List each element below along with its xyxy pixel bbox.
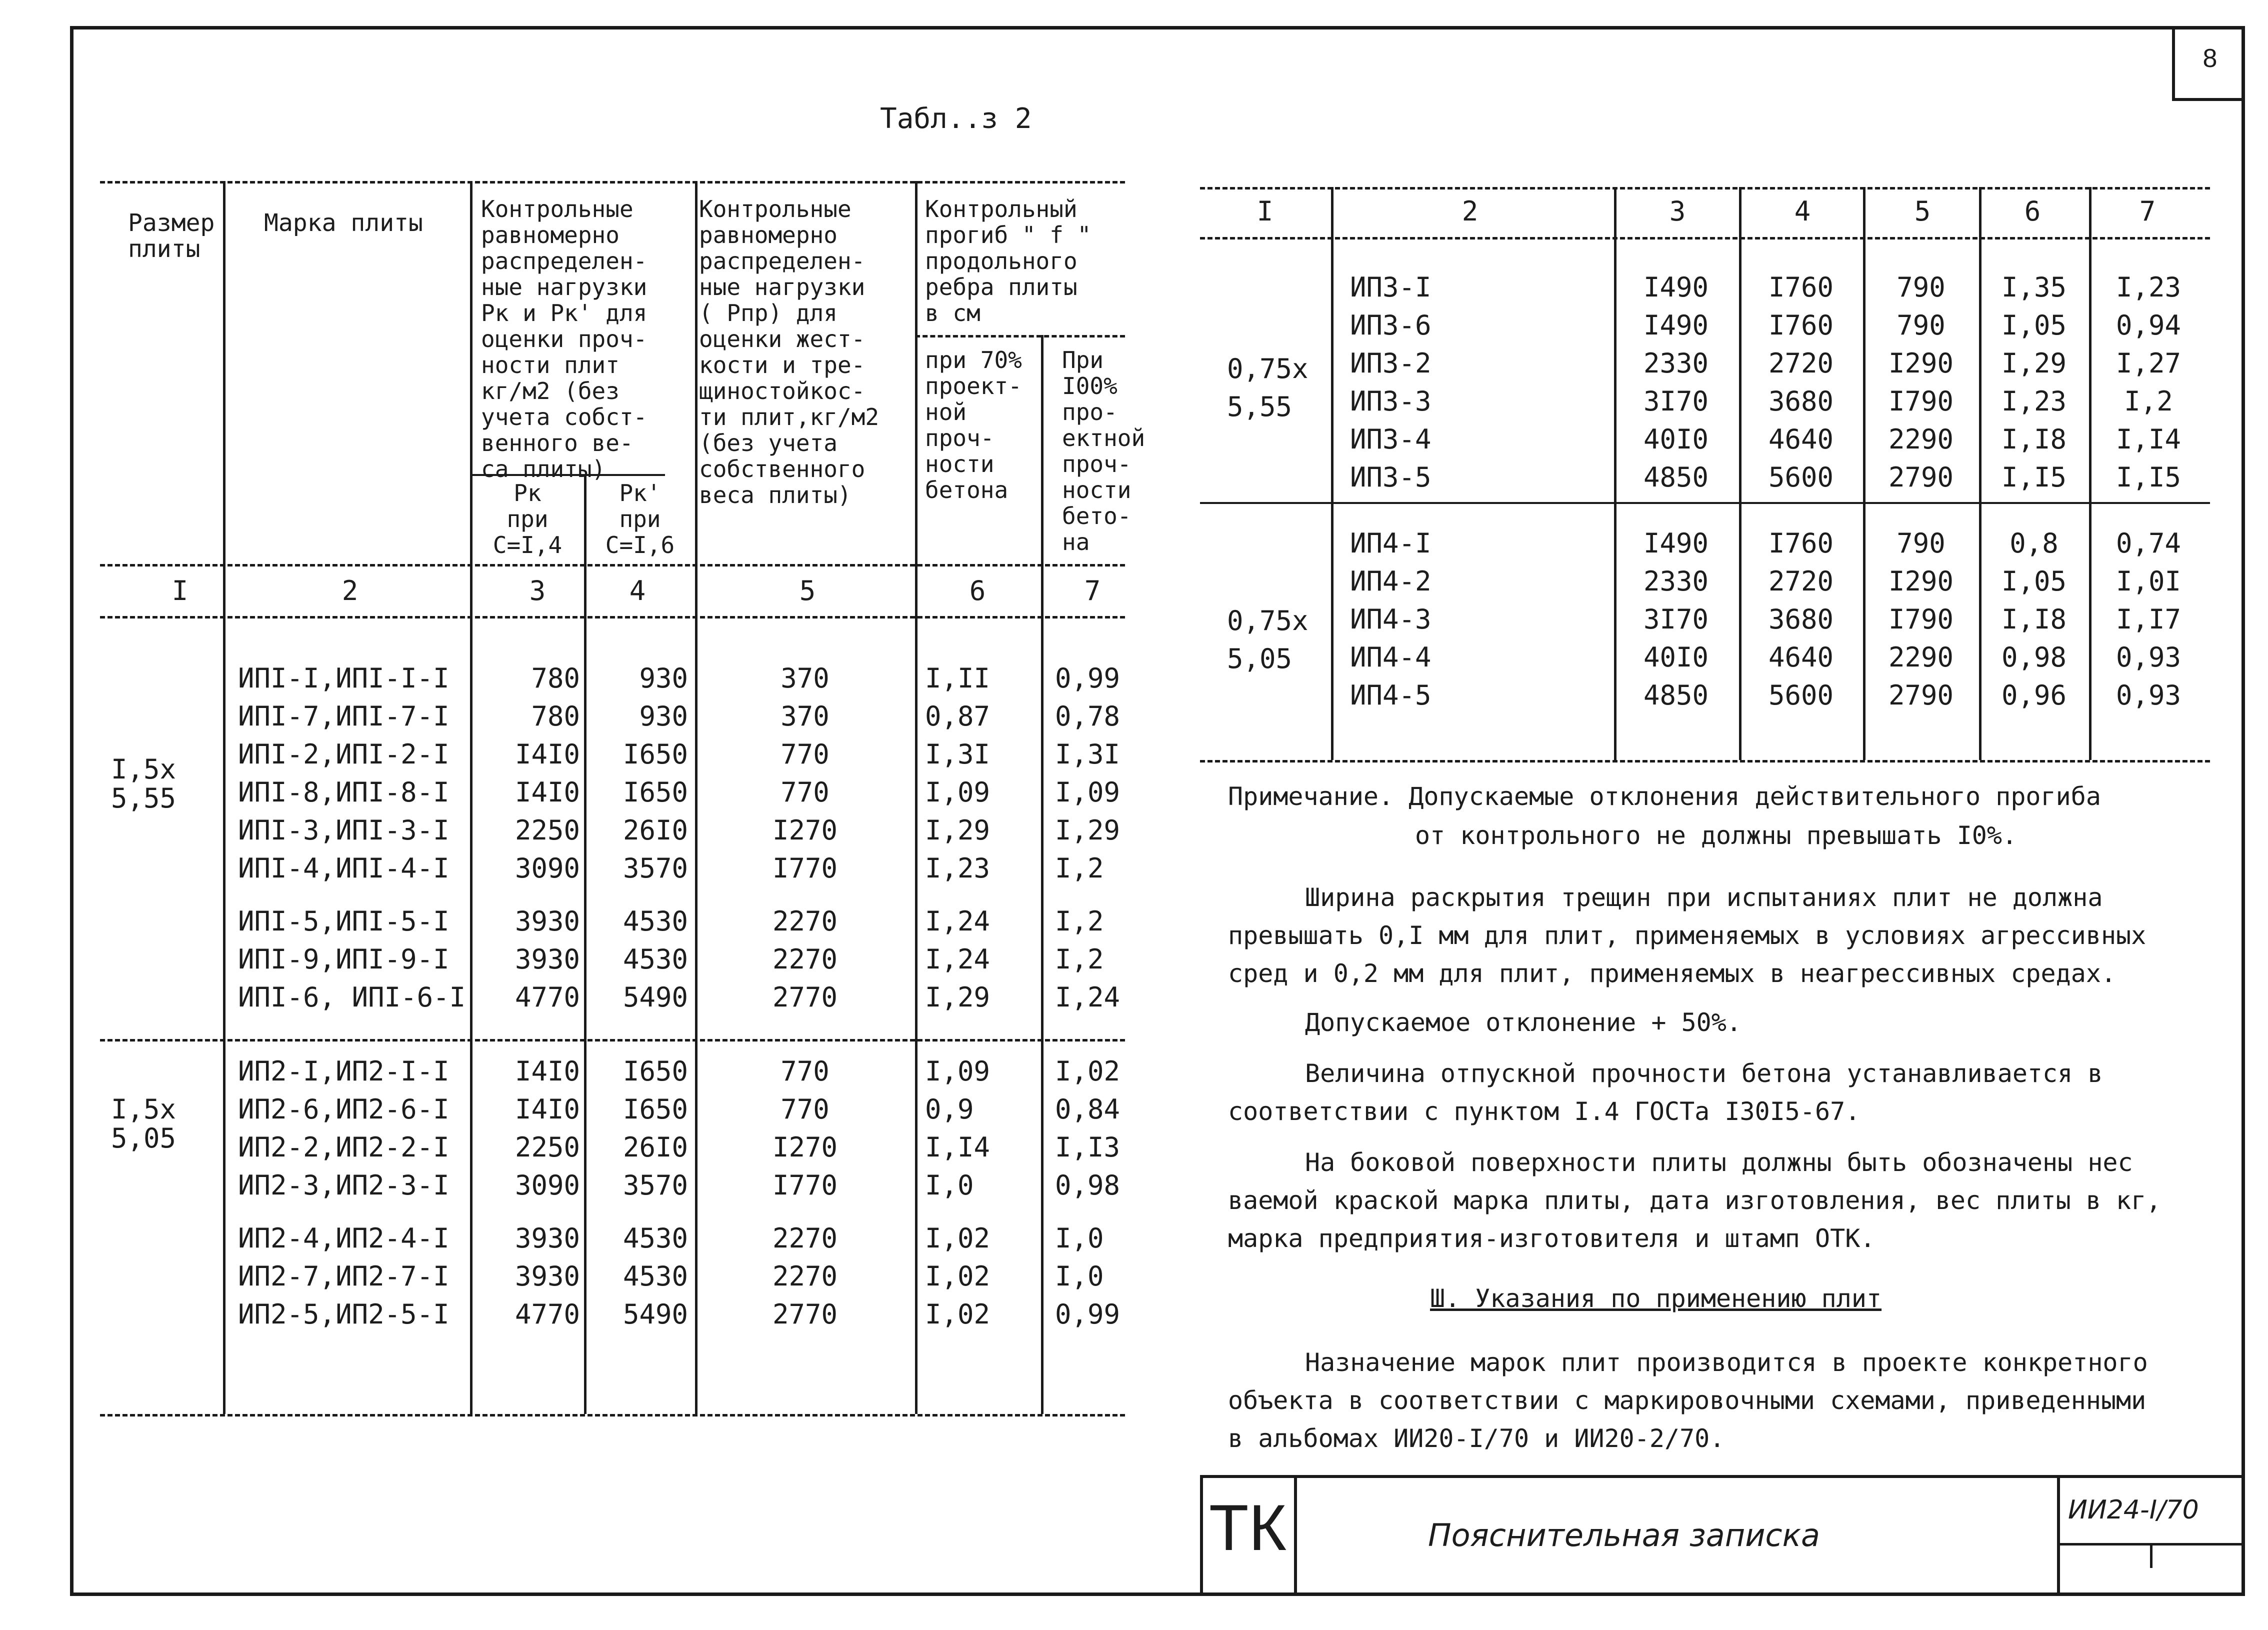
- load-ppr: 2770: [772, 1298, 838, 1330]
- load-pk: 3090: [514, 1170, 580, 1201]
- deflection-70: 0,87: [925, 700, 990, 732]
- header-deflection: Контрольный прогиб " f " продольного ребра плиты в см: [925, 196, 1092, 326]
- header-plate-mark: Марка плиты: [264, 209, 423, 237]
- load-ppr: I770: [772, 1170, 838, 1201]
- paragraph-line: Допускаемое отклонение + 50%.: [1305, 1008, 1742, 1037]
- deflection-100: 0,99: [1055, 1298, 1120, 1330]
- deflection-70: I,3I: [925, 738, 990, 770]
- load-pk-prime: 5600: [1768, 680, 1834, 711]
- load-pk: I4I0: [514, 738, 580, 770]
- group-size-2: I,5x 5,05: [111, 1094, 176, 1154]
- deflection-100: I,02: [1055, 1056, 1120, 1087]
- title-block-title: Пояснительная записка: [1428, 1517, 1820, 1554]
- right-group-size-2: 0,75x 5,05: [1227, 605, 1308, 674]
- right-col-number: 3: [1669, 196, 1686, 227]
- load-pk: 3930: [514, 1222, 580, 1254]
- deflection-70: 0,8: [2010, 528, 2058, 559]
- load-ppr: 790: [1896, 310, 1946, 341]
- load-pk-prime: 4530: [622, 1222, 688, 1254]
- plate-mark: ИП4-4: [1350, 642, 1432, 673]
- deflection-70: I,05: [2001, 566, 2067, 597]
- load-pk-prime: 4640: [1768, 642, 1834, 673]
- deflection-100: 0,93: [2116, 680, 2182, 711]
- deflection-70: I,24: [925, 906, 990, 937]
- right-col-number: I: [1256, 196, 1274, 227]
- deflection-100: I,0: [1055, 1222, 1104, 1254]
- note-line: Примечание. Допускаемые отклонения действительного прогиба: [1228, 782, 2101, 811]
- deflection-70: I,24: [925, 944, 990, 975]
- load-pk-prime: 4530: [622, 944, 688, 975]
- plate-mark: ИП2-3,ИП2-3-I: [238, 1170, 450, 1201]
- deflection-70: I,0: [925, 1170, 974, 1201]
- load-pk: I4I0: [514, 1094, 580, 1125]
- load-pk-prime: 4640: [1768, 424, 1834, 455]
- load-pk: 40I0: [1643, 424, 1709, 455]
- load-pk: 4770: [514, 1298, 580, 1330]
- load-pk-prime: 4530: [622, 1260, 688, 1292]
- load-pk: 780: [531, 662, 580, 694]
- load-pk-prime: 930: [639, 700, 688, 732]
- load-pk-prime: 2720: [1768, 566, 1834, 597]
- plate-mark: ИП3-3: [1350, 386, 1432, 417]
- deflection-100: 0,98: [1055, 1170, 1120, 1201]
- load-pk: I490: [1643, 310, 1709, 341]
- load-pk-prime: 5600: [1768, 462, 1834, 493]
- paragraph-line: Ширина раскрытия трещин при испытаниях плит не должна: [1305, 883, 2103, 912]
- load-ppr: 770: [780, 738, 830, 770]
- tk-logo: ТК: [1209, 1491, 1287, 1564]
- plate-mark: ИП4-2: [1350, 566, 1432, 597]
- deflection-100: I,I7: [2116, 604, 2182, 635]
- deflection-70: I,I5: [2001, 462, 2067, 493]
- deflection-100: I,2: [2124, 386, 2173, 417]
- deflection-100: I,I5: [2116, 462, 2182, 493]
- load-pk: 40I0: [1643, 642, 1709, 673]
- load-ppr: I790: [1888, 604, 1954, 635]
- right-group-size-1: 0,75x 5,55: [1227, 353, 1308, 422]
- plate-mark: ИП3-6: [1350, 310, 1432, 341]
- left-col-number: 3: [529, 575, 546, 606]
- header-stiffness-loads: Контрольные равномерно распределен- ные нагрузки ( Pпр) для оценки жест- кости и тре- щиностойкос- ти плит,кг/м2 (без учета собственного веса плиты): [699, 196, 880, 508]
- load-ppr: 2790: [1888, 680, 1954, 711]
- load-ppr: 2290: [1888, 642, 1954, 673]
- deflection-100: I,3I: [1055, 738, 1120, 770]
- load-pk-prime: I650: [622, 776, 688, 808]
- load-pk-prime: 3570: [622, 852, 688, 884]
- left-col-number: 4: [629, 575, 646, 606]
- deflection-70: I,09: [925, 776, 990, 808]
- section-heading: Ш. Указания по применению плит: [1430, 1284, 1882, 1313]
- plate-mark: ИПI-5,ИПI-5-I: [238, 906, 450, 937]
- paragraph-line: Назначение марок плит производится в проекте конкретного: [1305, 1348, 2148, 1377]
- load-ppr: I290: [1888, 566, 1954, 597]
- load-ppr: 370: [780, 700, 830, 732]
- paragraph-line: в альбомах ИИ20-I/70 и ИИ20-2/70.: [1228, 1424, 1725, 1453]
- deflection-100: I,2: [1055, 906, 1104, 937]
- left-col-number: 5: [799, 575, 816, 606]
- left-col-number: 7: [1084, 575, 1101, 606]
- load-pk: I4I0: [514, 1056, 580, 1087]
- load-pk-prime: 5490: [622, 982, 688, 1013]
- load-ppr: 790: [1896, 272, 1946, 303]
- header-deflection-70: при 70% проект- ной проч- ности бетона: [925, 346, 1022, 504]
- load-pk: 3I70: [1643, 386, 1709, 417]
- plate-mark: ИП2-2,ИП2-2-I: [238, 1132, 450, 1163]
- deflection-70: I,05: [2001, 310, 2067, 341]
- load-pk-prime: 3570: [622, 1170, 688, 1201]
- deflection-70: I,I4: [925, 1132, 990, 1163]
- deflection-70: I,I8: [2001, 604, 2067, 635]
- plate-mark: ИПI-6, ИПI-6-I: [238, 982, 466, 1013]
- load-ppr: 2270: [772, 906, 838, 937]
- load-pk-prime: 3680: [1768, 604, 1834, 635]
- load-pk-prime: 26I0: [622, 1132, 688, 1163]
- plate-mark: ИП2-I,ИП2-I-I: [238, 1056, 450, 1087]
- deflection-100: 0,93: [2116, 642, 2182, 673]
- deflection-70: I,29: [2001, 348, 2067, 379]
- plate-mark: ИП4-I: [1350, 528, 1432, 559]
- load-pk-prime: I760: [1768, 272, 1834, 303]
- deflection-100: I,29: [1055, 814, 1120, 846]
- deflection-100: I,23: [2116, 272, 2182, 303]
- group-size-1: I,5x 5,55: [111, 754, 176, 814]
- plate-mark: ИПI-3,ИПI-3-I: [238, 814, 450, 846]
- load-pk: 3090: [514, 852, 580, 884]
- load-pk-prime: I650: [622, 738, 688, 770]
- load-pk: 2250: [514, 814, 580, 846]
- header-pk-1-4: Pк при С=I,4: [492, 480, 562, 558]
- header-pk-1-6: Pк' при С=I,6: [605, 480, 675, 558]
- load-pk: 2250: [514, 1132, 580, 1163]
- paragraph-line: Величина отпускной прочности бетона устанавливается в: [1305, 1059, 2103, 1088]
- header-strength-loads: Контрольные равномерно распределен- ные нагрузки Pк и Pк' для оценки проч- ности плит кг/м2 (без учета собст- венного ве- са плиты): [481, 196, 648, 482]
- deflection-100: 0,74: [2116, 528, 2182, 559]
- left-col-number: 6: [969, 575, 986, 606]
- load-ppr: 370: [780, 662, 830, 694]
- load-pk-prime: I650: [622, 1094, 688, 1125]
- plate-mark: ИП2-4,ИП2-4-I: [238, 1222, 450, 1254]
- right-col-number: 7: [2139, 196, 2156, 227]
- right-col-number: 2: [1462, 196, 1478, 227]
- deflection-70: I,23: [2001, 386, 2067, 417]
- paragraph-line: превышать 0,I мм для плит, применяемых в условиях агрессивных: [1228, 921, 2146, 950]
- load-ppr: 770: [780, 776, 830, 808]
- load-ppr: I270: [772, 814, 838, 846]
- deflection-70: I,02: [925, 1260, 990, 1292]
- deflection-70: I,I8: [2001, 424, 2067, 455]
- load-pk: I490: [1643, 528, 1709, 559]
- deflection-100: I,24: [1055, 982, 1120, 1013]
- load-pk-prime: I760: [1768, 528, 1834, 559]
- plate-mark: ИП3-2: [1350, 348, 1432, 379]
- deflection-70: I,02: [925, 1298, 990, 1330]
- plate-mark: ИП3-4: [1350, 424, 1432, 455]
- load-pk-prime: 5490: [622, 1298, 688, 1330]
- deflection-100: I,27: [2116, 348, 2182, 379]
- load-ppr: I770: [772, 852, 838, 884]
- deflection-100: 0,99: [1055, 662, 1120, 694]
- left-col-number: I: [172, 575, 188, 606]
- right-col-number: 5: [1914, 196, 1931, 227]
- header-deflection-100: При I00% про- ектной проч- ности бето- на: [1062, 346, 1146, 556]
- paragraph-line: соответствии с пунктом I.4 ГОСТа I30I5-67.: [1228, 1097, 1860, 1126]
- plate-mark: ИПI-9,ИПI-9-I: [238, 944, 450, 975]
- load-pk: 3I70: [1643, 604, 1709, 635]
- deflection-70: I,29: [925, 814, 990, 846]
- load-pk: 4850: [1643, 680, 1709, 711]
- deflection-70: I,II: [925, 662, 990, 694]
- load-ppr: 770: [780, 1094, 830, 1125]
- deflection-70: 0,96: [2001, 680, 2067, 711]
- load-ppr: 2270: [772, 1260, 838, 1292]
- load-ppr: I270: [772, 1132, 838, 1163]
- load-pk: 2330: [1643, 348, 1709, 379]
- paragraph-line: объекта в соответствии с маркировочными схемами, приведенными: [1228, 1386, 2146, 1415]
- load-pk: 3930: [514, 906, 580, 937]
- deflection-100: I,2: [1055, 944, 1104, 975]
- load-pk: I490: [1643, 272, 1709, 303]
- deflection-100: 0,78: [1055, 700, 1120, 732]
- load-ppr: 2790: [1888, 462, 1954, 493]
- plate-mark: ИП4-5: [1350, 680, 1432, 711]
- plate-mark: ИП3-5: [1350, 462, 1432, 493]
- load-pk: 4770: [514, 982, 580, 1013]
- plate-mark: ИП2-7,ИП2-7-I: [238, 1260, 450, 1292]
- plate-mark: ИПI-2,ИПI-2-I: [238, 738, 450, 770]
- document-code: ИИ24-I/70: [2068, 1495, 2199, 1525]
- paragraph-line: ваемой краской марка плиты, дата изготовления, вес плиты в кг,: [1228, 1186, 2162, 1215]
- plate-mark: ИПI-8,ИПI-8-I: [238, 776, 450, 808]
- deflection-100: I,I4: [2116, 424, 2182, 455]
- plate-mark: ИПI-I,ИПI-I-I: [238, 662, 450, 694]
- load-ppr: 2290: [1888, 424, 1954, 455]
- deflection-100: I,09: [1055, 776, 1120, 808]
- load-ppr: I790: [1888, 386, 1954, 417]
- deflection-70: I,23: [925, 852, 990, 884]
- load-pk-prime: I760: [1768, 310, 1834, 341]
- header-plate-size: Размер плиты: [128, 209, 215, 263]
- paragraph-line: марка предприятия-изготовителя и штамп ОТК.: [1228, 1224, 1876, 1253]
- load-pk-prime: 3680: [1768, 386, 1834, 417]
- right-col-number: 4: [1794, 196, 1811, 227]
- deflection-100: 0,94: [2116, 310, 2182, 341]
- load-pk-prime: 4530: [622, 906, 688, 937]
- deflection-70: 0,9: [925, 1094, 974, 1125]
- load-pk-prime: I650: [622, 1056, 688, 1087]
- load-ppr: 2270: [772, 944, 838, 975]
- plate-mark: ИП2-5,ИП2-5-I: [238, 1298, 450, 1330]
- load-ppr: 2270: [772, 1222, 838, 1254]
- deflection-100: I,I3: [1055, 1132, 1120, 1163]
- deflection-100: 0,84: [1055, 1094, 1120, 1125]
- load-ppr: 770: [780, 1056, 830, 1087]
- note-line: от контрольного не должны превышать I0%.: [1415, 821, 2018, 850]
- plate-mark: ИПI-7,ИПI-7-I: [238, 700, 450, 732]
- load-ppr: 790: [1896, 528, 1946, 559]
- load-pk-prime: 26I0: [622, 814, 688, 846]
- deflection-70: I,09: [925, 1056, 990, 1087]
- load-pk: I4I0: [514, 776, 580, 808]
- load-pk: 2330: [1643, 566, 1709, 597]
- load-pk: 780: [531, 700, 580, 732]
- paragraph-line: сред и 0,2 мм для плит, применяемых в неагрессивных средах.: [1228, 959, 2116, 988]
- load-pk: 3930: [514, 1260, 580, 1292]
- deflection-70: 0,98: [2001, 642, 2067, 673]
- load-pk: 4850: [1643, 462, 1709, 493]
- plate-mark: ИПI-4,ИПI-4-I: [238, 852, 450, 884]
- deflection-100: I,2: [1055, 852, 1104, 884]
- deflection-100: I,0I: [2116, 566, 2182, 597]
- right-col-number: 6: [2024, 196, 2041, 227]
- load-ppr: 2770: [772, 982, 838, 1013]
- deflection-70: I,35: [2001, 272, 2067, 303]
- load-ppr: I290: [1888, 348, 1954, 379]
- deflection-100: I,0: [1055, 1260, 1104, 1292]
- load-pk: 3930: [514, 944, 580, 975]
- page-number: 8: [2172, 26, 2245, 101]
- deflection-70: I,02: [925, 1222, 990, 1254]
- paragraph-line: На боковой поверхности плиты должны быть обозначены нес: [1305, 1148, 2133, 1177]
- left-col-number: 2: [342, 575, 358, 606]
- plate-mark: ИП2-6,ИП2-6-I: [238, 1094, 450, 1125]
- load-pk-prime: 2720: [1768, 348, 1834, 379]
- plate-mark: ИП4-3: [1350, 604, 1432, 635]
- table-title: Табл..з 2: [880, 102, 1032, 135]
- load-pk-prime: 930: [639, 662, 688, 694]
- plate-mark: ИП3-I: [1350, 272, 1432, 303]
- deflection-70: I,29: [925, 982, 990, 1013]
